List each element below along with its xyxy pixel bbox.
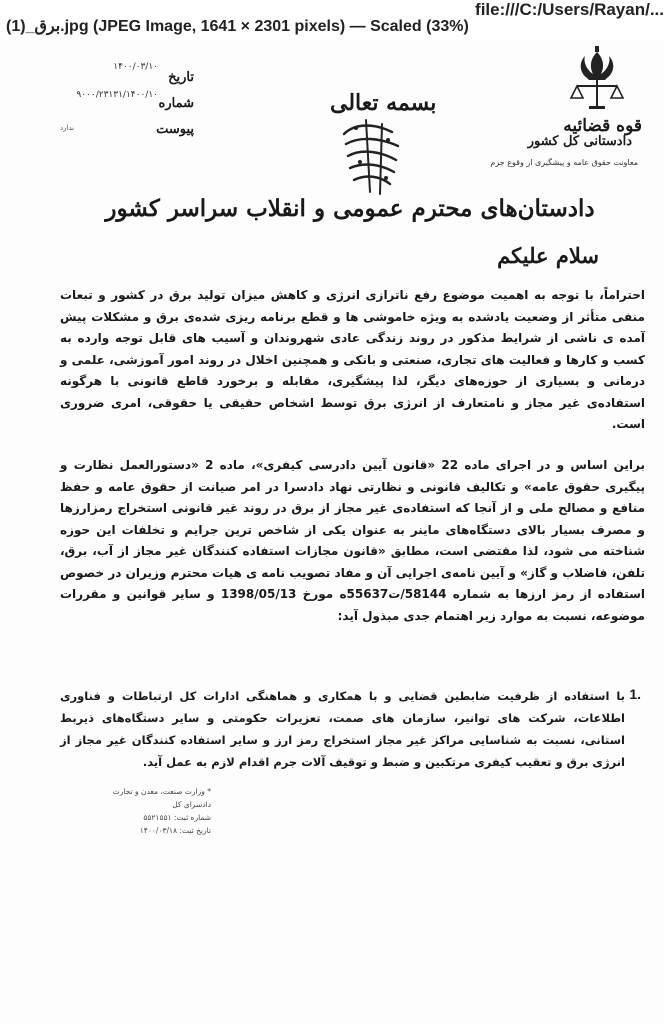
calligraphy-seal-icon — [336, 114, 408, 200]
number-value: ۹۰۰۰/۲۳۱۳۱/۱۴۰۰/۱۰ — [76, 90, 158, 100]
salutation: سلام علیکم — [497, 243, 599, 268]
date-label: تاریخ — [168, 70, 194, 85]
list-item-text: با استفاده از ظرفیت ضابطین قضایی و با همکاری و هماهنگی ادارات کل ارتباطات و فناوری اطلاعات، شرکت های توانیر، سازمان های صمت، تعزیرات حکومتی و سایر دستگاه‌های ذیربط استانی، نسبت به شناسایی مراکز غیر مجاز استخراج رمز ارز و سایر استفاده کنندگان غیر مجاز از انرژی برق و تعقیب کیفری مرتکبین و ضبط و توقیف آلات جرم اقدام لازم به عمل آید. — [60, 689, 625, 769]
browser-title-bar — [0, 0, 664, 40]
cc-line: دادسرای کل — [172, 800, 211, 809]
copy-recipients — [96, 785, 211, 837]
number-label: شماره — [158, 96, 194, 111]
window-title: برق_(1).jpg (JPEG Image, 1641 × 2301 pixels) — Scaled (33%) — [6, 18, 469, 35]
attachment-label: پیوست — [156, 122, 194, 137]
cc-line: شماره ثبت: ۵۵۲۱۵۵۱ — [143, 813, 211, 822]
organization-name: قوه قضائیه — [563, 116, 642, 136]
date-value: ۱۴۰۰/۰۳/۱۰ — [113, 62, 158, 72]
organization-unit: دادستانی کل کشور — [527, 134, 632, 149]
iran-emblem-icon — [565, 46, 629, 112]
basmala-heading: بسمه تعالی — [330, 90, 437, 116]
organization-deputy: معاونت حقوق عامه و پیشگیری از وقوع جرم — [490, 158, 638, 167]
attachment-value: ندارد — [60, 124, 75, 132]
addressee-heading: دادستان‌های محترم عمومی و انقلاب سراسر کشور — [105, 195, 595, 222]
list-item — [60, 685, 641, 773]
cc-line: تاریخ ثبت: ۱۴۰۰/۰۳/۱۸ — [139, 826, 211, 835]
address-url[interactable]: file:///C:/Users/Rayan/... — [475, 0, 664, 19]
body-paragraph-1: احتراماً، با توجه به اهمیت موضوع رفع ناترازی انرژی و کاهش میزان تولید برق در کشور و تبعات منفی متأثر از وضعیت یادشده به ویژه خاموشی ها و قطع برنامه ریزی شده‌ی برق و مشکلات پیش آمده ی ناشی از شرایط مذکور در روند زندگی عادی شهروندان و آسیب های قابل توجه وارده به کسب و کارها و فعالیت های تجاری، صنعتی و بانکی و همچنین اخلال در روند امور آموزشی، علمی و درمانی و بسیاری از حوزه‌های دیگر، لذا پیشگیری، مقابله و برخورد قاطع قانونی با هرگونه استفاده‌ی غیر مجاز و نامتعارف از انرژی برق توسط اشخاص حقیقی یا حقوقی، امری ضروری است. — [60, 288, 645, 431]
body-paragraph-2: براین اساس و در اجرای ماده 22 «قانون آیین دادرسی کیفری»، ماده 2 «دستورالعمل نظارت و پیگیری حقوق عامه» و تکالیف قانونی و نظارتی نهاد دادسرا در امر صیانت از حقوق عامه و حفظ منافع و مصالح ملی و از آنجا که استفاده‌ی غیر مجاز از برق در روند غیر قانونی استخراج رمزارزها و مصرف بسیار بالای دستگاه‌های ماینر به عنوان یکی از شاخص ترین جرایم و تخلفات این حوزه شناخته می شود، لذا مقتضی است، مطابق «قانون مجازات استفاده کنندگان غیر مجاز از آب، برق، تلفن، فاضلاب و گاز» و آیین نامه‌ی اجرایی آن و مفاد تصویب نامه ی هیات محترم وزیران در خصوص استفاده از رمز ارزها به شماره 58144/ت55637ه مورخ 1398/05/13 و سایر قوانین و مقررات موضوعه، نسبت به موارد زیر اهتمام جدی مبذول آید: — [60, 458, 645, 623]
list-item-number: 1. — [629, 686, 641, 702]
cc-line: * وزارت صنعت، معدن و تجارت — [112, 787, 211, 796]
letter-page — [0, 40, 664, 1024]
